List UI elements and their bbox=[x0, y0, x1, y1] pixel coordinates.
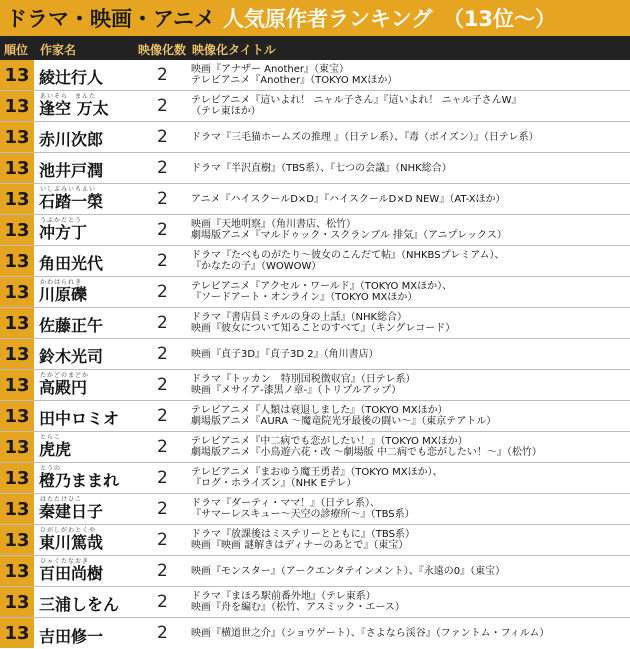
adaptation-titles bbox=[191, 339, 627, 369]
author-ruby: うぶかたとう bbox=[40, 217, 83, 224]
adaptation-count: 2 bbox=[157, 592, 168, 612]
adaptation-title-line: ドラマ『放課後はミステリーとともに』（TBS系） bbox=[191, 529, 415, 540]
adaptation-count: 2 bbox=[157, 96, 168, 116]
table-row bbox=[0, 215, 630, 246]
adaptation-count: 2 bbox=[157, 65, 168, 85]
rank-cell: 13 bbox=[0, 401, 34, 431]
rank-cell: 13 bbox=[0, 153, 34, 183]
table-header bbox=[0, 36, 630, 60]
table-row bbox=[0, 308, 630, 339]
author-ruby: かわはられき bbox=[40, 279, 83, 286]
author-name: 東川篤哉 bbox=[39, 533, 104, 552]
adaptation-titles bbox=[191, 494, 627, 524]
adaptation-count: 2 bbox=[157, 623, 168, 643]
author-name: 高殿円 bbox=[39, 378, 88, 397]
author-ruby: はたたけひこ bbox=[40, 496, 83, 503]
rank-cell: 13 bbox=[0, 432, 34, 462]
rank-cell: 13 bbox=[0, 246, 34, 276]
author-name: 川原礫 bbox=[39, 285, 88, 304]
table-row bbox=[0, 60, 630, 91]
adaptation-count: 2 bbox=[157, 375, 168, 395]
adaptation-titles bbox=[191, 215, 627, 245]
adaptation-title-line: アニメ『ハイスクールD×D』『ハイスクールD×D NEW』（AT-Xほか） bbox=[191, 193, 506, 205]
table-row bbox=[0, 370, 630, 401]
author-name: 鈴木光司 bbox=[39, 347, 104, 366]
table-row bbox=[0, 246, 630, 277]
adaptation-title-line: ドラマ『たべものがたり～彼女のこんだて帖』（NHKBSプレミアム）、 bbox=[191, 250, 505, 261]
adaptation-titles bbox=[191, 91, 627, 121]
author-ruby: とらこ bbox=[40, 434, 62, 441]
adaptation-count: 2 bbox=[157, 158, 168, 178]
rank-cell: 13 bbox=[0, 215, 34, 245]
adaptation-title-line: ドラマ『まほろ駅前番外地』（テレ東系） bbox=[191, 591, 376, 602]
author-ruby: いしぶみいちえい bbox=[40, 186, 97, 193]
author-ruby: ひがしがわとくや bbox=[40, 527, 97, 534]
adaptation-count: 2 bbox=[157, 406, 168, 426]
table-row bbox=[0, 91, 630, 122]
author-ruby: あいそら まんた bbox=[40, 93, 97, 100]
table-row bbox=[0, 525, 630, 556]
rank-cell: 13 bbox=[0, 91, 34, 121]
author-name: 百田尚樹 bbox=[39, 564, 104, 583]
adaptation-title-line: 劇場版アニメ『小鳥遊六花・改 ～劇場版 中二病でも恋がしたい！～』（松竹） bbox=[191, 447, 542, 458]
adaptation-titles bbox=[191, 556, 627, 586]
title-bar bbox=[0, 0, 630, 36]
adaptation-title-line: ドラマ『半沢直樹』（TBS系）、『七つの会議』（NHK総合） bbox=[191, 162, 452, 174]
author-name: 綾辻行人 bbox=[39, 68, 104, 87]
adaptation-title-line: テレビアニメ『人類は衰退しました』（TOKYO MXほか） bbox=[191, 405, 448, 416]
header-rank: 順位 bbox=[4, 43, 29, 57]
adaptation-titles bbox=[191, 463, 627, 493]
author-name: 三浦しをん bbox=[39, 595, 120, 614]
author-ruby: とうの bbox=[40, 465, 62, 472]
table-row bbox=[0, 277, 630, 308]
adaptation-count: 2 bbox=[157, 468, 168, 488]
author-ruby: たかどのまどか bbox=[40, 372, 90, 379]
adaptation-count: 2 bbox=[157, 344, 168, 364]
adaptation-title-line: テレビアニメ『アクセル・ワールド』（TOKYO MXほか）、 bbox=[191, 281, 453, 292]
adaptation-titles bbox=[191, 618, 627, 648]
adaptation-title-line: 『ログ・ホライズン』（NHK Eテレ） bbox=[191, 478, 357, 489]
adaptation-count: 2 bbox=[157, 530, 168, 550]
adaptation-title-line: 『ソードアート・オンライン』（TOKYO MXほか） bbox=[191, 292, 418, 303]
adaptation-title-line: 映画『映画 謎解きはディナーのあとで』（東宝） bbox=[191, 540, 409, 551]
adaptation-titles bbox=[191, 370, 627, 400]
adaptation-title-line: 劇場版アニメ『マルドゥック・スクランブル 排気』（アニプレックス） bbox=[191, 230, 507, 241]
rank-cell: 13 bbox=[0, 339, 34, 369]
rank-cell: 13 bbox=[0, 525, 34, 555]
header-author: 作家名 bbox=[40, 43, 77, 57]
adaptation-title-line: （テレ東ほか） bbox=[191, 106, 261, 117]
adaptation-titles bbox=[191, 122, 627, 152]
author-name: 田中ロミオ bbox=[39, 409, 120, 428]
adaptation-title-line: ドラマ『書店員ミチルの身の上話』（NHK総合） bbox=[191, 312, 408, 323]
rank-cell: 13 bbox=[0, 463, 34, 493]
table-row bbox=[0, 432, 630, 463]
author-name: 冲方丁 bbox=[39, 223, 88, 242]
adaptation-title-line: テレビアニメ『まおゆう魔王勇者』（TOKYO MXほか）、 bbox=[191, 467, 443, 478]
adaptation-title-line: ドラマ『三毛猫ホームズの推理 』（日テレ系）、『毒（ポイズン）』（日テレ系） bbox=[191, 131, 539, 143]
table-row bbox=[0, 339, 630, 370]
adaptation-title-line: 『サマーレスキュー～天空の診療所～』（TBS系） bbox=[191, 509, 415, 520]
adaptation-title-line: テレビアニメ『這いよれ！ ニャル子さん』『這いよれ！ ニャル子さんW』 bbox=[191, 95, 522, 106]
adaptation-titles bbox=[191, 587, 627, 617]
adaptation-title-line: 映画『アナザー Another』（東宝） bbox=[191, 64, 349, 75]
adaptation-title-line: ドラマ『ダーティ・ママ！』（日テレ系）、 bbox=[191, 498, 380, 509]
rank-cell: 13 bbox=[0, 122, 34, 152]
adaptation-title-line: テレビアニメ『中二病でも恋がしたい！』（TOKYO MXほか） bbox=[191, 436, 468, 447]
rank-cell: 13 bbox=[0, 556, 34, 586]
author-name: 角田光代 bbox=[39, 254, 104, 273]
title-left: ドラマ・映画・アニメ bbox=[6, 7, 215, 31]
author-name: 秦建日子 bbox=[39, 502, 104, 521]
adaptation-titles bbox=[191, 525, 627, 555]
header-titles: 映像化タイトル bbox=[192, 43, 276, 57]
adaptation-titles bbox=[191, 401, 627, 431]
author-name: 逢空 万太 bbox=[39, 99, 109, 118]
adaptation-titles bbox=[191, 60, 627, 90]
rank-cell: 13 bbox=[0, 494, 34, 524]
rank-cell: 13 bbox=[0, 277, 34, 307]
adaptation-count: 2 bbox=[157, 220, 168, 240]
adaptation-count: 2 bbox=[157, 251, 168, 271]
rank-cell: 13 bbox=[0, 370, 34, 400]
adaptation-title-line: 映画『横道世之介』（ショウゲート）、『さよなら渓谷』（ファントム・フィルム） bbox=[191, 627, 550, 639]
adaptation-title-line: 劇場版アニメ『AURA ～魔竜院光牙最後の闘い～』（東京テアトル） bbox=[191, 416, 497, 427]
author-name: 橙乃ままれ bbox=[39, 471, 120, 490]
adaptation-count: 2 bbox=[157, 282, 168, 302]
header-count: 映像化数 bbox=[138, 43, 187, 57]
author-name: 虎虎 bbox=[39, 440, 72, 459]
rank-cell: 13 bbox=[0, 60, 34, 90]
adaptation-titles bbox=[191, 432, 627, 462]
ranking-table bbox=[0, 60, 630, 649]
table-row bbox=[0, 587, 630, 618]
adaptation-titles bbox=[191, 153, 627, 183]
table-row bbox=[0, 184, 630, 215]
table-row bbox=[0, 494, 630, 525]
table-row bbox=[0, 618, 630, 649]
table-row bbox=[0, 556, 630, 587]
adaptation-count: 2 bbox=[157, 189, 168, 209]
adaptation-title-line: 映画『天地明察』（角川書店、松竹） bbox=[191, 219, 356, 230]
table-row bbox=[0, 401, 630, 432]
adaptation-titles bbox=[191, 277, 627, 307]
author-name: 吉田修一 bbox=[39, 627, 104, 646]
adaptation-titles bbox=[191, 184, 627, 214]
author-name: 赤川次郎 bbox=[39, 130, 104, 149]
author-name: 石踏一榮 bbox=[39, 192, 104, 211]
adaptation-count: 2 bbox=[157, 313, 168, 333]
rank-cell: 13 bbox=[0, 308, 34, 338]
author-name: 佐藤正午 bbox=[39, 316, 104, 335]
adaptation-count: 2 bbox=[157, 499, 168, 519]
adaptation-titles bbox=[191, 246, 627, 276]
table-row bbox=[0, 122, 630, 153]
adaptation-title-line: 映画『彼女について知ることのすべて』（キングレコード） bbox=[191, 323, 456, 334]
rank-cell: 13 bbox=[0, 184, 34, 214]
adaptation-titles bbox=[191, 308, 627, 338]
rank-cell: 13 bbox=[0, 618, 34, 648]
table-row bbox=[0, 463, 630, 494]
adaptation-title-line: 映画『モンスター』（アークエンタテインメント）、『永遠の0』（東宝） bbox=[191, 565, 506, 577]
author-name: 池井戸潤 bbox=[39, 161, 104, 180]
adaptation-count: 2 bbox=[157, 561, 168, 581]
adaptation-title-line: 映画『メサイア-漆黒ノ章-』（トリプルアップ） bbox=[191, 385, 402, 396]
table-row bbox=[0, 153, 630, 184]
rank-cell: 13 bbox=[0, 587, 34, 617]
adaptation-title-line: ドラマ『トッカン 特別国税徴収官』（日テレ系） bbox=[191, 374, 416, 385]
author-ruby: ひゃくたなおき bbox=[40, 558, 90, 565]
adaptation-count: 2 bbox=[157, 437, 168, 457]
adaptation-title-line: 『かなたの子』（WOWOW） bbox=[191, 261, 322, 272]
adaptation-count: 2 bbox=[157, 127, 168, 147]
adaptation-title-line: 映画『貞子3D』『貞子3D 2』（角川書店） bbox=[191, 348, 379, 360]
title-right: 人気原作者ランキング （13位～） bbox=[222, 7, 557, 31]
adaptation-title-line: テレビアニメ『Another』（TOKYO MXほか） bbox=[191, 75, 398, 86]
adaptation-title-line: 映画『舟を編む』（松竹、アスミック・エース） bbox=[191, 602, 405, 613]
